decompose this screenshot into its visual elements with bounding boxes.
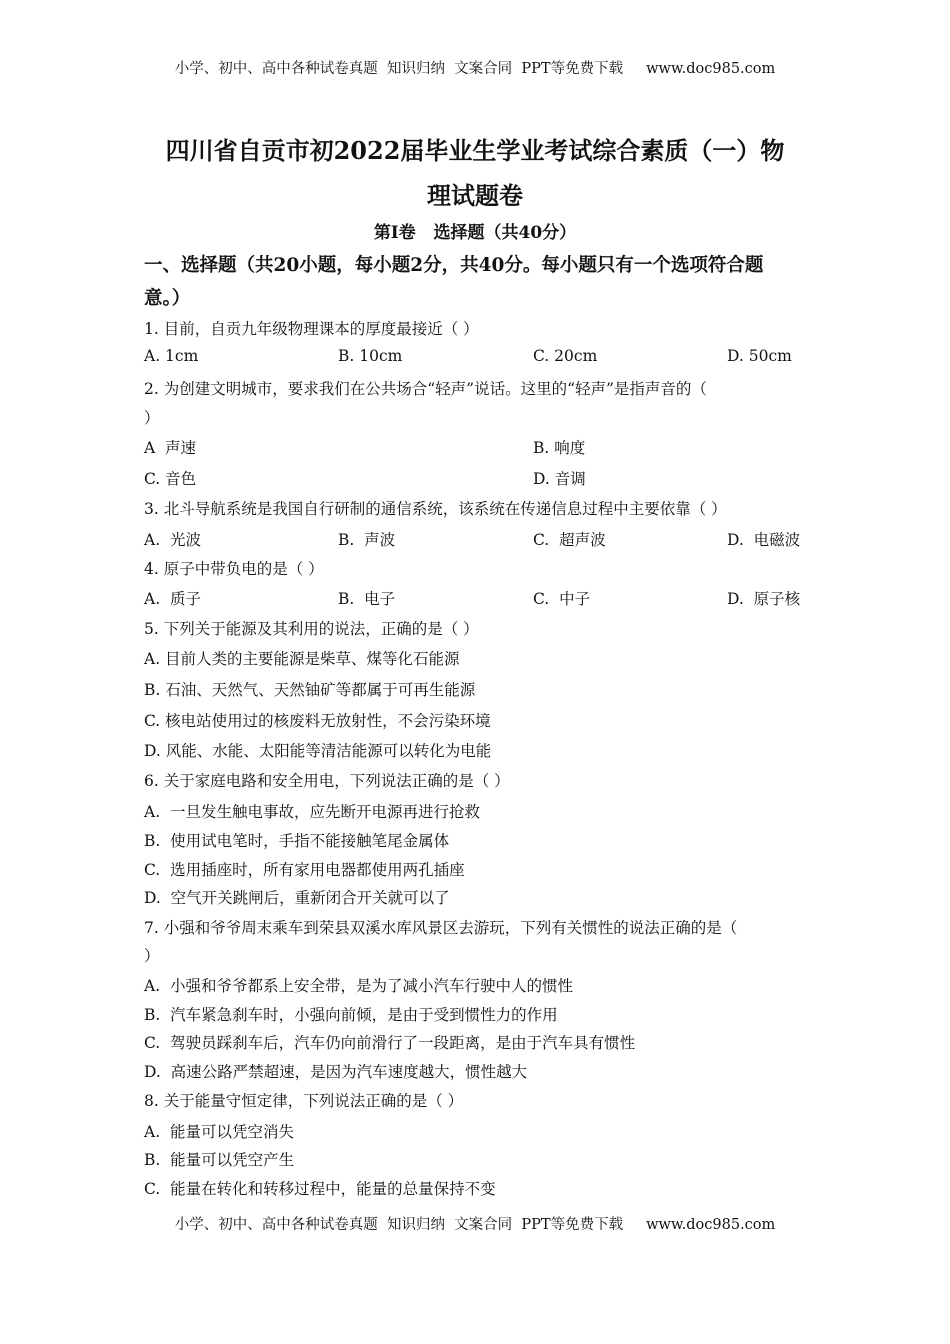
- question-4-option-d: D. 原子核: [727, 590, 801, 608]
- question-2-option-c: C. 音色: [144, 470, 197, 488]
- question-1-stem: 1. 目前，自贡九年级物理课本的厚度最接近（ ）: [144, 320, 479, 338]
- question-3-option-a: A. 光波: [144, 531, 201, 549]
- question-2-option-b: B. 响度: [533, 439, 586, 457]
- page-footer: 小学、初中、高中各种试卷真题 知识归纳 文案合同 PPT等免费下载 www.doc985.com: [174, 1217, 776, 1233]
- question-6-option-b: B. 使用试电笔时，手指不能接触笔尾金属体: [144, 832, 450, 850]
- question-4-option-b: B. 电子: [338, 590, 396, 608]
- section-heading-line2: 意。）: [144, 288, 191, 309]
- exam-title-line1: 四川省自贡市初2022届毕业生学业考试综合素质（一）物: [165, 136, 785, 165]
- volume-subtitle: 第Ⅰ卷 选择题（共40分）: [373, 223, 577, 243]
- question-7-stem-cont: ）: [144, 947, 160, 965]
- question-8-option-c: C. 能量在转化和转移过程中，能量的总量保持不变: [144, 1180, 496, 1198]
- question-3-option-d: D. 电磁波: [727, 531, 801, 549]
- question-5-option-c: C. 核电站使用过的核废料无放射性，不会污染环境: [144, 712, 491, 730]
- section-heading-line1: 一、选择题（共20小题，每小题2分，共40分。每小题只有一个选项符合题: [144, 255, 764, 276]
- question-4-option-a: A. 质子: [144, 590, 201, 608]
- question-4-option-c: C. 中子: [533, 590, 591, 608]
- question-3-stem: 3. 北斗导航系统是我国自行研制的通信系统，该系统在传递信息过程中主要依靠（ ）: [144, 500, 727, 518]
- question-7-option-c: C. 驾驶员踩刹车后，汽车仍向前滑行了一段距离，是由于汽车具有惯性: [144, 1034, 636, 1052]
- question-7-option-b: B. 汽车紧急刹车时，小强向前倾，是由于受到惯性力的作用: [144, 1006, 558, 1024]
- question-1-option-d: D. 50cm: [727, 347, 792, 365]
- question-1-option-a: A. 1cm: [144, 347, 199, 365]
- question-7-option-a: A. 小强和爷爷都系上安全带，是为了减小汽车行驶中人的惯性: [144, 977, 573, 995]
- exam-title-line2: 理试题卷: [427, 181, 523, 210]
- question-3-option-b: B. 声波: [338, 531, 396, 549]
- question-6-option-d: D. 空气开关跳闸后，重新闭合开关就可以了: [144, 889, 450, 907]
- question-5-stem: 5. 下列关于能源及其利用的说法，正确的是（ ）: [144, 620, 479, 638]
- question-2-stem: 2. 为创建文明城市，要求我们在公共场合“轻声”说话。这里的“轻声”是指声音的（: [144, 380, 707, 398]
- question-1-option-b: B. 10cm: [338, 347, 403, 365]
- question-8-option-b: B. 能量可以凭空产生: [144, 1151, 295, 1169]
- question-6-option-c: C. 选用插座时，所有家用电器都使用两孔插座: [144, 861, 465, 879]
- question-5-option-b: B. 石油、天然气、天然铀矿等都属于可再生能源: [144, 681, 476, 699]
- question-7-stem: 7. 小强和爷爷周末乘车到荣县双溪水库风景区去游玩，下列有关惯性的说法正确的是（: [144, 919, 738, 937]
- question-5-option-d: D. 风能、水能、太阳能等清洁能源可以转化为电能: [144, 742, 492, 760]
- question-1-option-c: C. 20cm: [533, 347, 598, 365]
- question-2-stem-cont: ）: [144, 409, 160, 427]
- question-6-stem: 6. 关于家庭电路和安全用电，下列说法正确的是（ ）: [144, 772, 510, 790]
- question-2-option-a: A 声速: [144, 439, 197, 457]
- question-8-stem: 8. 关于能量守恒定律，下列说法正确的是（ ）: [144, 1092, 464, 1110]
- question-4-stem: 4. 原子中带负电的是（ ）: [144, 560, 324, 578]
- question-8-option-a: A. 能量可以凭空消失: [144, 1123, 294, 1141]
- question-6-option-a: A. 一旦发生触电事故，应先断开电源再进行抢救: [144, 803, 480, 821]
- page-header: 小学、初中、高中各种试卷真题 知识归纳 文案合同 PPT等免费下载 www.doc985.com: [174, 61, 776, 77]
- question-3-option-c: C. 超声波: [533, 531, 606, 549]
- question-2-option-d: D. 音调: [533, 470, 586, 488]
- question-7-option-d: D. 高速公路严禁超速，是因为汽车速度越大，惯性越大: [144, 1063, 528, 1081]
- question-5-option-a: A. 目前人类的主要能源是柴草、煤等化石能源: [144, 650, 460, 668]
